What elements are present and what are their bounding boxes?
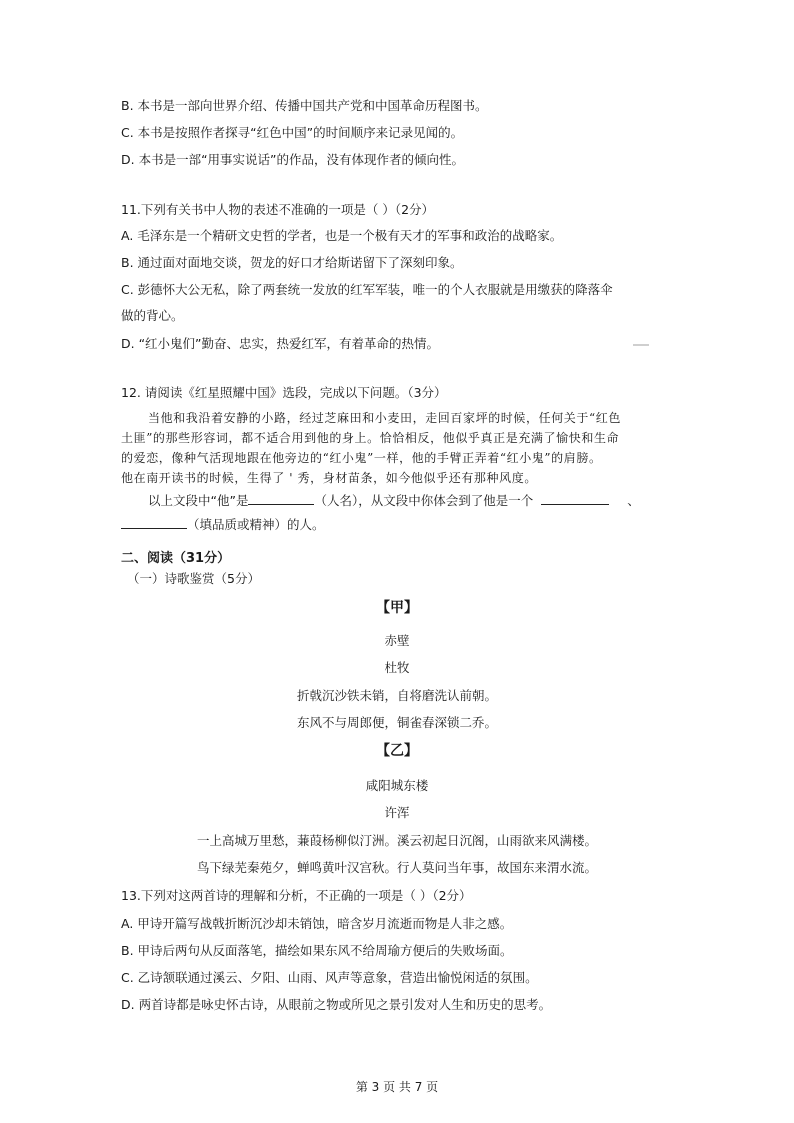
q12-answer-line2 bbox=[121, 516, 325, 533]
q11-stem: 11.下列有关书中人物的表述不准确的一项是（ ）（2分） bbox=[121, 202, 435, 217]
q13-option-d: D. 两首诗都是咏史怀古诗，从眼前之物或所见之景引发对人生和历史的思考。 bbox=[121, 997, 552, 1012]
q10-option-d: D. 本书是一部“用事实说话”的作品，没有体现作者的倾向性。 bbox=[121, 152, 465, 167]
q12-answer-prefix: 以上文段中“他”是 bbox=[148, 493, 249, 508]
q13-stem: 13.下列对这两首诗的理解和分析，不正确的一项是（ ）（2分） bbox=[121, 888, 472, 903]
poem-jia-author: 杜牧 bbox=[384, 660, 410, 675]
section2-part1-title: （一）诗歌鉴赏（5分） bbox=[127, 571, 260, 586]
q12-passage-line3: 的爱恋，像种气活现地跟在他旁边的“红小鬼”一样，他的手臂正弄着“红小鬼”的肩膀。 bbox=[121, 451, 602, 465]
q12-passage-line4: 他在南开读书的时候，生得了 ' 秀，身材苗条，如今他似乎还有那种风度。 bbox=[121, 471, 537, 485]
q13-option-b: B. 甲诗后两句从反面落笔，描绘如果东风不给周瑜方便后的失败场面。 bbox=[121, 943, 513, 958]
q10-option-c: C. 本书是按照作者探寻“红色中国”的时间顺序来记录见闻的。 bbox=[121, 125, 464, 140]
q12-blank-name[interactable] bbox=[248, 492, 314, 505]
q12-answer-mid: （人名），从文段中你体会到了他是一个 bbox=[314, 493, 534, 508]
section2-title: 二、阅读（31分） bbox=[121, 551, 231, 566]
q12-answer-sep: 、 bbox=[627, 493, 640, 508]
poem-jia-line1: 折戟沉沙铁未销，自将磨洗认前朝。 bbox=[296, 688, 497, 703]
poem-yi-line2: 鸟下绿芜秦苑夕，蝉鸣黄叶汉宫秋。行人莫问当年事，故国东来渭水流。 bbox=[196, 860, 597, 875]
q12-passage-line1: 当他和我沿着安静的小路，经过芝麻田和小麦田，走回百家坪的时候，任何关于“红色 bbox=[148, 411, 621, 425]
page-number-footer: 第 3 页 共 7 页 bbox=[355, 1080, 439, 1094]
q10-option-b: B. 本书是一部向世界介绍、传播中国共产党和中国革命历程图书。 bbox=[121, 98, 488, 113]
q13-option-a: A. 甲诗开篇写战戟折断沉沙却未销蚀，暗含岁月流逝而物是人非之感。 bbox=[121, 916, 513, 931]
poem-yi-author: 许浑 bbox=[384, 805, 410, 820]
poem-jia-title: 赤壁 bbox=[384, 633, 410, 648]
q12-blank-quality-1[interactable] bbox=[541, 492, 609, 505]
q11-option-d: D. “红小鬼们”勤奋、忠实，热爱红军，有着革命的热情。 bbox=[121, 336, 440, 351]
poem-yi-marker: 【乙】 bbox=[376, 743, 418, 759]
q11-option-c-line2: 做的背心。 bbox=[121, 308, 184, 323]
poem-jia-marker: 【甲】 bbox=[376, 600, 418, 616]
poem-yi-line1: 一上高城万里愁，蒹葭杨柳似汀洲。溪云初起日沉阁，山雨欲来风满楼。 bbox=[196, 833, 597, 848]
poem-jia-line2: 东风不与周郎便，铜雀春深锁二乔。 bbox=[296, 715, 497, 730]
q12-passage-line2: 土匪”的那些形容词，都不适合用到他的身上。恰恰相反，他似乎真正是充满了愉快和生命 bbox=[121, 431, 620, 445]
scan-speck bbox=[633, 344, 649, 346]
q11-option-a: A. 毛泽东是一个精研文史哲的学者，也是一个极有天才的军事和政治的战略家。 bbox=[121, 228, 563, 243]
poem-yi-title: 咸阳城东楼 bbox=[365, 778, 429, 793]
q12-answer-line1 bbox=[148, 492, 640, 509]
q13-option-c: C. 乙诗颔联通过溪云、夕阳、山雨、风声等意象，营造出愉悦闲适的氛围。 bbox=[121, 970, 538, 985]
q12-stem: 12. 请阅读《红星照耀中国》选段，完成以下问题。（3分） bbox=[121, 385, 447, 400]
q11-option-b: B. 通过面对面地交谈，贺龙的好口才给斯诺留下了深刻印象。 bbox=[121, 255, 463, 270]
q11-option-c-line1: C. 彭德怀大公无私，除了两套统一发放的红军军装，唯一的个人衣服就是用缴获的降落伞 bbox=[121, 282, 613, 297]
q12-answer-suffix: （填品质或精神）的人。 bbox=[187, 517, 325, 532]
q12-blank-quality-2[interactable] bbox=[121, 516, 187, 529]
